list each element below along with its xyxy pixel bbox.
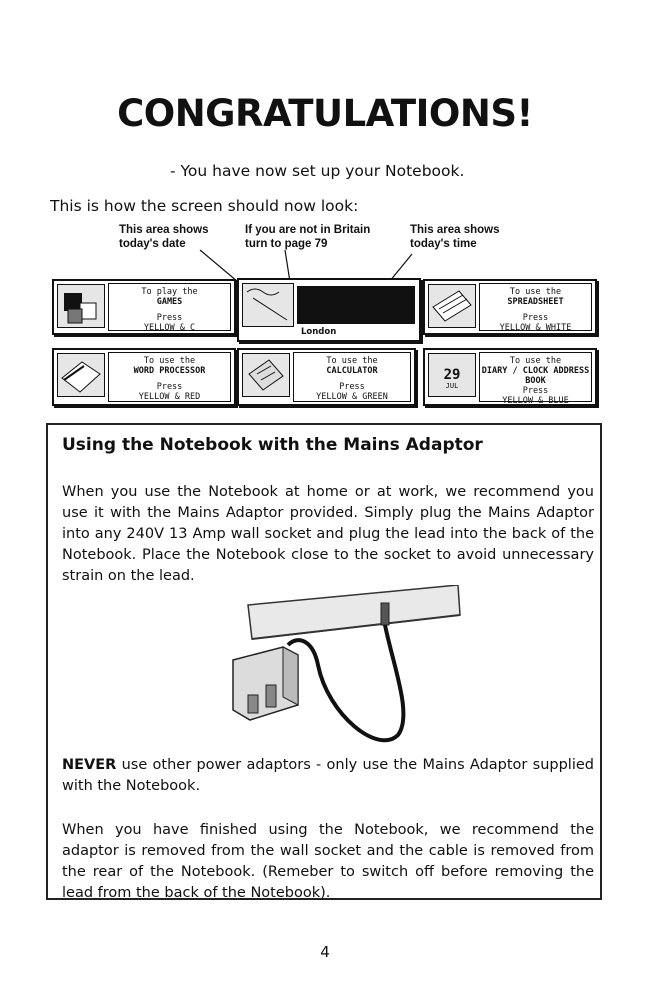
panel-games bbox=[52, 279, 236, 335]
games-top: To play the bbox=[141, 287, 198, 297]
paragraph-usage: When you use the Notebook at home or at work, we recommend you use it with the Mains Adaptor provided. Simply plug the Mains Adaptor into any 240V 13 Amp wall socket and plug the lead into the back of the Notebook. Place the Notebook close to the socket to avoid unnecessary strain on the lead. bbox=[62, 484, 594, 584]
games-keys: YELLOW & C bbox=[143, 323, 196, 333]
panel-games-text bbox=[108, 283, 231, 331]
spreadsheet-press: Press bbox=[522, 313, 549, 323]
diary-calendar-icon bbox=[428, 353, 476, 397]
adaptor-illustration bbox=[228, 585, 468, 750]
paragraph-removal: When you have finished using the Notebook, we recommend the adaptor is removed from the wall socket and the cable is removed from the rear of the Notebook. (Remeber to switch off before removing the lead from the back of the Notebook). bbox=[62, 822, 594, 901]
calculator-icon bbox=[242, 353, 290, 397]
calculator-press: Press bbox=[339, 382, 365, 392]
games-name: GAMES bbox=[156, 297, 183, 307]
calculator-name: CALCULATOR bbox=[326, 366, 378, 376]
subtitle: - You have now set up your Notebook. bbox=[170, 162, 465, 180]
page-title: CONGRATULATIONS! bbox=[117, 92, 533, 135]
paragraph-warning bbox=[62, 755, 594, 797]
panel-diary bbox=[423, 348, 597, 406]
diary-name: DIARY / CLOCK ADDRESS BOOK bbox=[481, 366, 590, 386]
calculator-top: To use the bbox=[326, 356, 378, 366]
panel-date-time bbox=[237, 278, 421, 342]
date-display bbox=[242, 283, 294, 327]
word-processor-press: Press bbox=[156, 382, 183, 392]
games-press: Press bbox=[156, 313, 183, 323]
warning-never: NEVER bbox=[62, 757, 117, 773]
calendar-day: 29 bbox=[443, 367, 461, 383]
calendar-month: JUL bbox=[445, 382, 459, 390]
callout-britain-line2: turn to page 79 bbox=[245, 238, 328, 250]
diary-top: To use the bbox=[509, 356, 562, 366]
spreadsheet-name: SPREADSHEET bbox=[507, 297, 564, 307]
panel-spreadsheet-text bbox=[479, 283, 592, 331]
panel-word-processor-text bbox=[108, 352, 231, 402]
games-cube-icon bbox=[57, 284, 105, 328]
word-processor-top: To use the bbox=[143, 356, 196, 366]
spreadsheet-keys: YELLOW & WHITE bbox=[499, 323, 572, 333]
diary-press: Press bbox=[522, 386, 549, 396]
panel-diary-text bbox=[479, 352, 592, 406]
city-label: London bbox=[301, 327, 337, 337]
warning-text: use other power adaptors - only use the Mains Adaptor supplied with the Notebook. bbox=[62, 757, 594, 794]
spreadsheet-icon bbox=[428, 284, 476, 328]
time-display bbox=[297, 286, 415, 324]
spreadsheet-top: To use the bbox=[509, 287, 562, 297]
word-processor-icon bbox=[57, 353, 105, 397]
panel-spreadsheet bbox=[423, 279, 597, 335]
box-heading: Using the Notebook with the Mains Adaptor bbox=[62, 435, 483, 455]
callout-britain-line1: If you are not in Britain bbox=[245, 224, 371, 236]
panel-calculator-text bbox=[293, 352, 411, 402]
diary-keys: YELLOW & BLUE bbox=[502, 396, 569, 406]
page-number: 4 bbox=[320, 943, 330, 961]
panel-calculator bbox=[237, 348, 416, 406]
intro-text: This is how the screen should now look: bbox=[50, 197, 359, 215]
callout-date-line1: This area shows bbox=[119, 224, 209, 236]
callout-time-line1: This area shows bbox=[410, 224, 500, 236]
callout-date-line2: today's date bbox=[119, 238, 186, 250]
panel-word-processor bbox=[52, 348, 236, 406]
callout-time-line2: today's time bbox=[410, 238, 477, 250]
word-processor-name: WORD PROCESSOR bbox=[133, 366, 206, 376]
mains-adaptor-box bbox=[46, 423, 602, 900]
word-processor-keys: YELLOW & RED bbox=[138, 392, 201, 402]
calculator-keys: YELLOW & GREEN bbox=[316, 392, 388, 402]
